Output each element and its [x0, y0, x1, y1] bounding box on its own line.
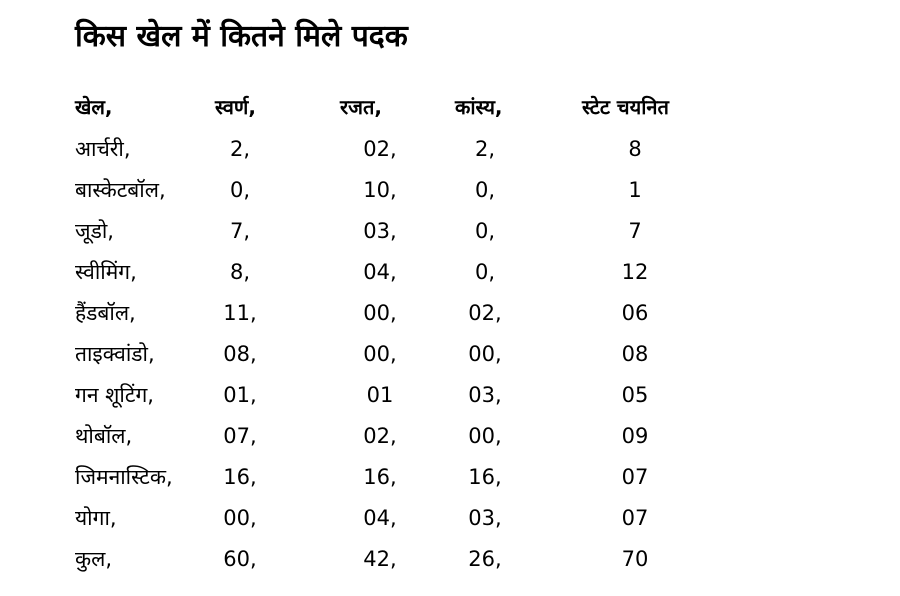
table-row [0, 294, 900, 332]
bronze-cell: 26, [468, 547, 502, 571]
state-cell: 05 [621, 383, 649, 407]
state-cell: 08 [621, 342, 649, 366]
sport-cell: बास्केटबॉल, [75, 178, 166, 202]
page-title: किस खेल में कितने मिले पदक [75, 19, 408, 54]
sport-cell: हैंडबॉल, [75, 301, 136, 325]
table-row [0, 253, 900, 291]
state-cell: 1 [628, 178, 642, 202]
sport-cell: जिमनास्टिक, [75, 465, 173, 489]
gold-cell: 01, [223, 383, 257, 407]
table-row [0, 212, 900, 250]
header-sport: खेल, [75, 95, 113, 119]
bronze-cell: 2, [474, 137, 496, 161]
gold-cell: 7, [229, 219, 251, 243]
sport-cell: थोबॉल, [75, 424, 133, 448]
table-row [0, 417, 900, 455]
state-cell: 70 [621, 547, 649, 571]
gold-cell: 16, [223, 465, 257, 489]
state-cell: 07 [621, 506, 649, 530]
state-cell: 7 [628, 219, 642, 243]
sport-cell: आर्चरी, [75, 137, 131, 161]
bronze-cell: 0, [474, 178, 496, 202]
table-row [0, 458, 900, 496]
state-cell: 12 [621, 260, 649, 284]
gold-cell: 0, [229, 178, 251, 202]
gold-cell: 60, [223, 547, 257, 571]
header-silver: रजत, [340, 95, 383, 119]
silver-cell: 02, [363, 137, 397, 161]
bronze-cell: 03, [468, 383, 502, 407]
table-row [0, 499, 900, 537]
state-cell: 8 [628, 137, 642, 161]
silver-cell: 10, [363, 178, 397, 202]
table-row [0, 376, 900, 414]
table-header [0, 88, 900, 126]
table-row [0, 335, 900, 373]
silver-cell: 01 [366, 383, 394, 407]
state-cell: 09 [621, 424, 649, 448]
bronze-cell: 00, [468, 342, 502, 366]
silver-cell: 42, [363, 547, 397, 571]
header-state-selected: स्टेट चयनित [582, 95, 669, 119]
table-row [0, 171, 900, 209]
table-row-total [0, 540, 900, 578]
silver-cell: 00, [363, 301, 397, 325]
header-gold: स्वर्ण, [215, 95, 256, 119]
sport-cell: कुल, [75, 547, 113, 571]
bronze-cell: 0, [474, 260, 496, 284]
silver-cell: 03, [363, 219, 397, 243]
gold-cell: 00, [223, 506, 257, 530]
table-row [0, 130, 900, 168]
silver-cell: 16, [363, 465, 397, 489]
sport-cell: जूडो, [75, 219, 114, 243]
bronze-cell: 02, [468, 301, 502, 325]
gold-cell: 11, [223, 301, 257, 325]
silver-cell: 00, [363, 342, 397, 366]
gold-cell: 8, [229, 260, 251, 284]
sport-cell: स्वीमिंग, [75, 260, 137, 284]
silver-cell: 04, [363, 506, 397, 530]
gold-cell: 2, [229, 137, 251, 161]
sport-cell: योगा, [75, 506, 117, 530]
header-bronze: कांस्य, [455, 95, 503, 119]
silver-cell: 04, [363, 260, 397, 284]
state-cell: 06 [621, 301, 649, 325]
gold-cell: 08, [223, 342, 257, 366]
state-cell: 07 [621, 465, 649, 489]
sport-cell: ताइक्वांडो, [75, 342, 155, 366]
gold-cell: 07, [223, 424, 257, 448]
bronze-cell: 03, [468, 506, 502, 530]
bronze-cell: 16, [468, 465, 502, 489]
bronze-cell: 00, [468, 424, 502, 448]
bronze-cell: 0, [474, 219, 496, 243]
sport-cell: गन शूटिंग, [75, 383, 154, 407]
silver-cell: 02, [363, 424, 397, 448]
